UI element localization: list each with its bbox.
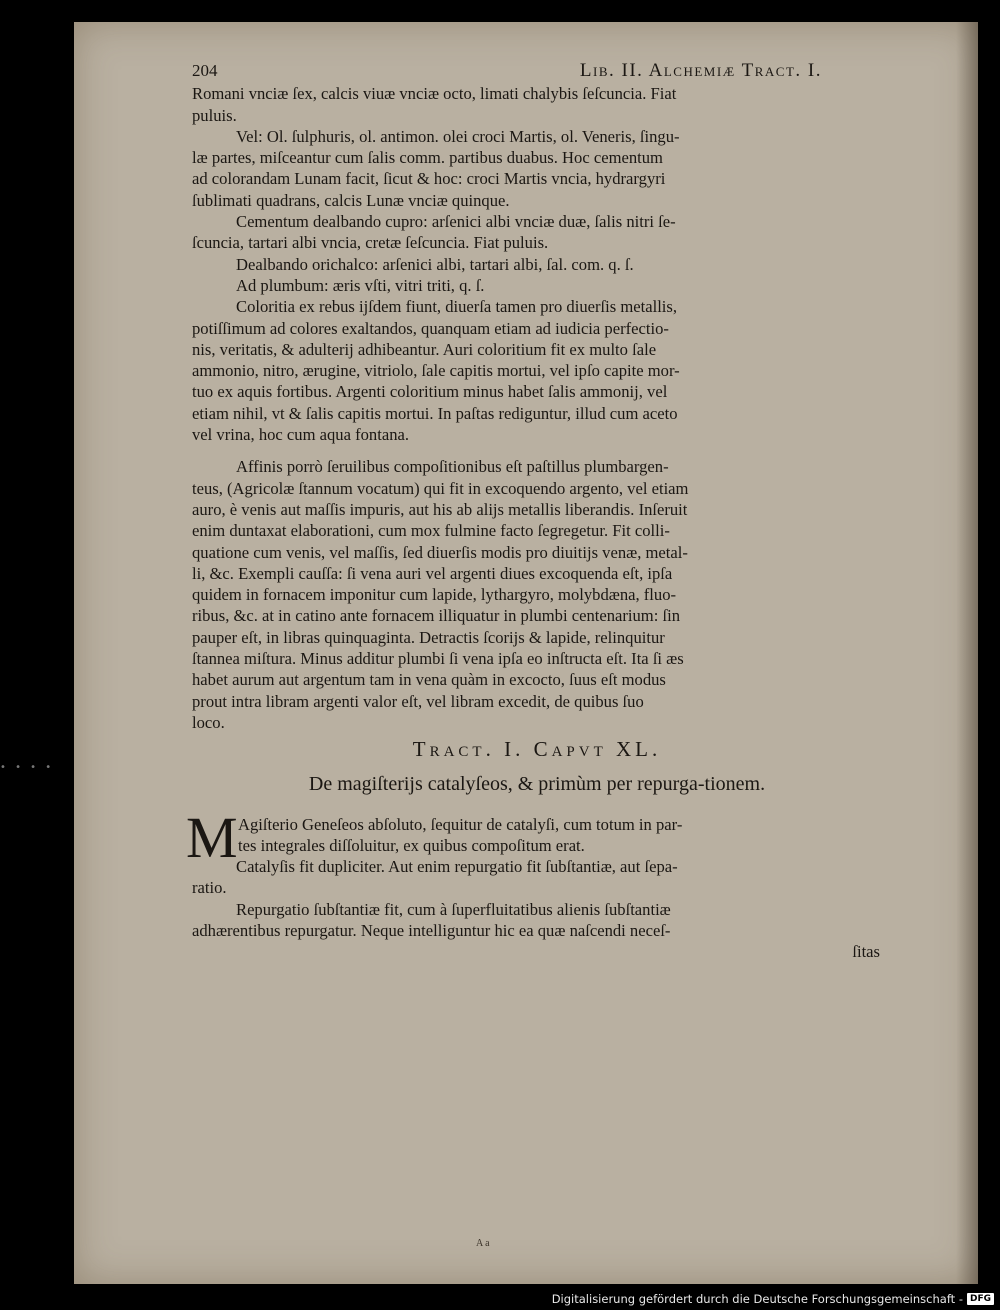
text-line: ſublimati quadrans, calcis Lunæ vnciæ quinque. (192, 190, 510, 210)
section-cementum (192, 83, 882, 445)
page-text (186, 60, 882, 963)
text-line: puluis. (192, 105, 237, 125)
text-line: ad colorandam Lunam facit, ſicut & hoc: croci Martis vncia, hydrargyri (192, 169, 666, 189)
text-line: Affinis porrò ſeruilibus compoſitionibus eſt paſtillus plumbargen- (236, 457, 669, 477)
dfg-logo: DFG (967, 1293, 994, 1305)
text-line: Catalyſis fit dupliciter. Aut enim repurgatio fit ſubſtantiæ, aut ſepa- (236, 857, 678, 877)
scan-margin-marks: • • • • (0, 762, 55, 773)
text-line: li, &c. Exempli cauſſa: ſi vena auri vel argenti diues excoquenda eſt, ipſa (192, 563, 673, 583)
text-line: Vel: Ol. ſulphuris, ol. antimon. olei croci Martis, ol. Veneris, ſingu- (236, 126, 680, 146)
section-catalysis (186, 804, 882, 963)
text-line: vel vrina, hoc cum aqua fontana. (192, 425, 410, 445)
text-line: Repurgatio ſubſtantiæ fit, cum à ſuperfluitatibus alienis ſubſtantiæ (236, 899, 671, 919)
text-line: loco. (192, 712, 225, 732)
drop-cap: M (186, 804, 238, 870)
text-line: Romani vnciæ ſex, calcis viuæ vnciæ octo, limati chalybis ſeſcuncia. Fiat (192, 84, 677, 104)
text-line: quatione cum venis, vel maſſis, ſed diuerſis modis pro diuitijs venæ, metal- (192, 542, 688, 562)
text-line: auro, è venis aut maſſis impuris, aut his ab alijs metallis liberandis. Inſeruit (192, 499, 688, 519)
text-line: pauper eſt, in libras quinquaginta. Detractis ſcorijs & lapide, relinquitur (192, 627, 665, 647)
signature-mark: A a (476, 1238, 490, 1249)
text-line: teus, (Agricolæ ſtannum vocatum) qui fit in excoquendo argento, vel etiam (192, 478, 689, 498)
digitization-footer (552, 1290, 994, 1308)
text-line: Dealbando orichalco: arſenici albi, tartari albi, ſal. com. q. ſ. (236, 254, 634, 274)
page-number: 204 (192, 61, 218, 80)
catchword: ſitas (852, 942, 880, 962)
text-line: Coloritia ex rebus ijſdem fiunt, diuerſa tamen pro diuerſis metallis, (236, 297, 678, 317)
text-line: ribus, &c. at in catino ante fornacem illiquatur in plumbi centenarium: ſin (192, 606, 680, 626)
text-line: ſtannea miſtura. Minus additur plumbi ſi vena ipſa eo inſtructa eſt. Ita ſi æs (192, 649, 684, 669)
running-header (192, 60, 882, 81)
text-line: tuo ex aquis fortibus. Argenti coloritium minus habet ſalis ammonij, vel (192, 382, 668, 402)
text-line: tes integrales diſſoluitur, ex quibus compoſitum erat. (238, 835, 585, 855)
text-line: ratio. (192, 878, 227, 898)
text-line: Agiſterio Geneſeos abſoluto, ſequitur de catalyſi, cum totum in par- (238, 814, 683, 834)
footer-credit: Digitalisierung gefördert durch die Deutsche Forschungsgemeinschaft - (551, 1292, 963, 1306)
text-line: Ad plumbum: æris vſti, vitri triti, q. ſ. (236, 275, 485, 295)
chapter-subtitle: De magiſterijs catalyſeos, & primùm per repurga-tionem. (308, 772, 766, 795)
running-title: Lib. II. Alchemiæ Tract. I. (579, 60, 822, 81)
chapter-heading: Tract. I. Capvt XL. (412, 737, 662, 762)
text-line: ſcuncia, tartari albi vncia, cretæ ſeſcuncia. Fiat puluis. (192, 233, 549, 253)
text-line: adhærentibus repurgatur. Neque intelliguntur hic ea quæ naſcendi neceſ- (192, 920, 671, 940)
text-line: etiam nihil, vt & ſalis capitis mortui. In paſtas rediguntur, illud cum aceto (192, 403, 678, 423)
text-line: Cementum dealbando cupro: arſenici albi vnciæ duæ, ſalis nitri ſe- (236, 212, 676, 232)
text-line: habet aurum aut argentum tam in vena quàm in excocto, ſuus eſt modus (192, 670, 666, 690)
text-line: potiſſimum ad colores exaltandos, quanquam etiam ad iudicia perfectio- (192, 318, 669, 338)
text-line: nis, veritatis, & adulterij adhibeantur. Auri coloritium fit ex multo ſale (192, 339, 657, 359)
text-line: læ partes, miſceantur cum ſalis comm. partibus duabus. Hoc cementum (192, 148, 663, 168)
paragraph-gap (192, 445, 882, 456)
text-line: enim duntaxat elaborationi, cum mox fulmine facto ſegregetur. Fit colli- (192, 521, 670, 541)
text-line: ammonio, nitro, ærugine, vitriolo, ſale capitis mortui, vel ipſo capite mor- (192, 361, 680, 381)
text-line: quidem in fornacem imponitur cum lapide, lythargyro, molybdæna, fluo- (192, 585, 677, 605)
text-line: prout intra libram argenti valor eſt, vel libram excedit, de quibus ſuo (192, 691, 644, 711)
section-pastillus (192, 456, 882, 733)
